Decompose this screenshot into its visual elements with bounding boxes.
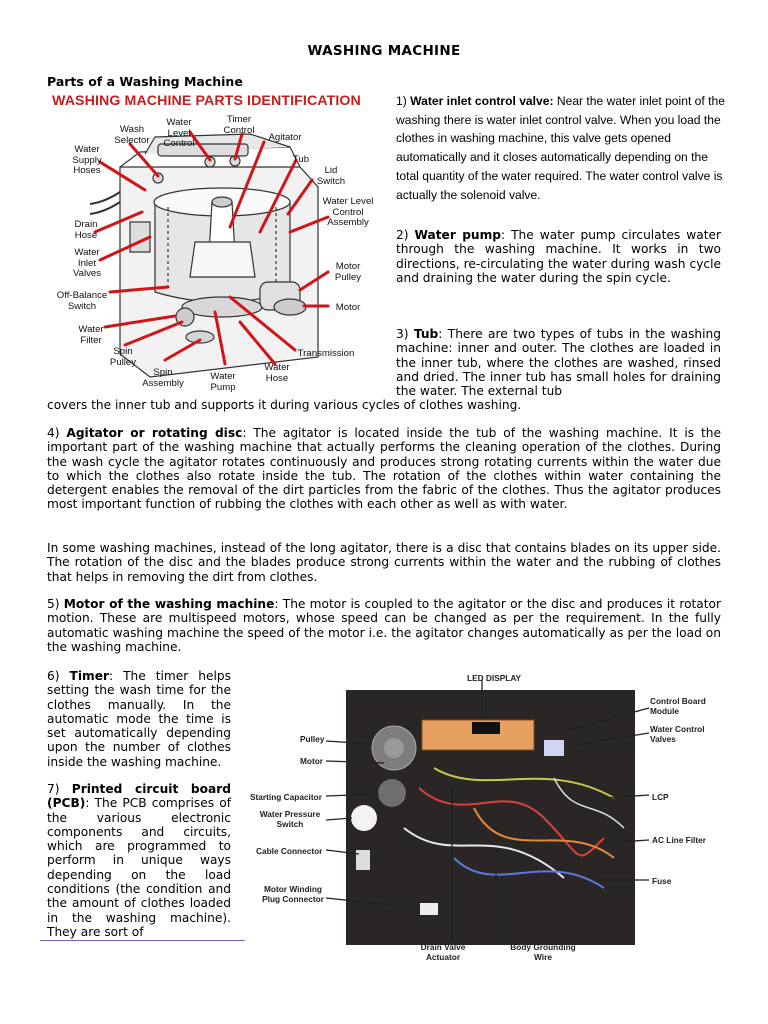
label-lid-switch: Lid Switch <box>316 165 346 187</box>
label-water-control-valves: Water Control Valves <box>650 724 705 744</box>
label-ac-line-filter: AC Line Filter <box>652 835 706 845</box>
section-water-inlet-valve: 1) Water inlet control valve: Near the water inlet point of the washing there is water inlet control valve. When you load the clothes in washing machine, this valve gets opened automatically and it closes automatically depending on the total quantity of the water required. The water control valve is actually the solenoid valve. <box>396 94 725 202</box>
label-water-filter: Water Filter <box>78 324 104 346</box>
section-rotating-disc: In some washing machines, instead of the long agitator, there is a disc that contains blades on its upper side. The rotation of the disc and the blades produce strong currents within the water and the rubbing of clothes that helps in removing the dirt from clothes. <box>47 541 721 584</box>
label-control-board-module: Control Board Module <box>650 696 706 716</box>
section-water-pump: 2) Water pump: The water pump circulates water through the washing machine. It works in two directions, re-circulating the water during wash cycle and draining the water during the spin cycle. <box>396 228 721 285</box>
section-tub-continued: covers the inner tub and supports it during various cycles of clothes washing. <box>47 398 522 412</box>
diagram-title: WASHING MACHINE PARTS IDENTIFICATION <box>52 93 361 109</box>
label-lcp: LCP <box>652 792 669 802</box>
label-water-pump: Water Pump <box>210 371 236 393</box>
section-timer: 6) Timer: The timer helps setting the wash time for the clothes manually. In the automatic mode the time is set automatically depending upon the number of clothes inside the washing machine. <box>47 669 231 769</box>
label-water-level-control: Water Level Control <box>163 117 195 149</box>
label-cable-connector: Cable Connector <box>256 846 323 856</box>
label-water-pressure-switch: Water Pressure Switch <box>259 809 321 829</box>
label-spin-pulley: Spin Pulley <box>109 346 137 368</box>
label-motor: Motor <box>335 302 361 313</box>
label-transmission: Transmission <box>297 348 355 359</box>
label-led-display: LED DISPLAY <box>467 673 522 683</box>
label-fuse: Fuse <box>652 876 672 886</box>
label-agitator: Agitator <box>268 132 302 143</box>
label-starting-capacitor: Starting Capacitor <box>250 792 322 802</box>
section-pcb: 7) Printed circuit board (PCB): The PCB comprises of the various electronic components and circuits, which are programmed to perform in unique ways depending on the load conditions (the condition and the amount of clothes loaded in the washing machine). They are sort of <box>47 782 231 939</box>
label-water-supply-hoses: Water Supply Hoses <box>72 144 102 176</box>
label-water-inlet-valves: Water Inlet Valves <box>72 247 102 279</box>
label-water-level-control-assembly: Water Level Control Assembly <box>322 196 374 228</box>
label-motor-winding-plug-connector: Motor Winding Plug Connector <box>262 884 324 904</box>
section-tub: 3) Tub: There are two types of tubs in the washing machine: inner and outer. The clothes are loaded in the inner tub, where the clothes are washed, rinsed and dried. The inner tub has small holes for draining the water. The external tub <box>396 327 721 399</box>
label-drain-hose: Drain Hose <box>74 219 98 241</box>
label-spin-assembly: Spin Assembly <box>142 367 184 389</box>
section-motor: 5) Motor of the washing machine: The motor is coupled to the agitator or the disc and produces it rotator motion. These are multispeed motors, whose speed can be changed as per the requirement. In the fully automatic washing machine the speed of the motor i.e. the agitator changes automatically as per the load on the washing machine. <box>47 597 722 654</box>
page-title: WASHING MACHINE <box>307 43 461 59</box>
label-timer-control: Timer Control <box>223 114 255 136</box>
label-motor-photo: Motor <box>300 756 324 766</box>
label-off-balance-switch: Off-Balance Switch <box>56 290 108 312</box>
label-pulley: Pulley <box>300 734 325 744</box>
section-agitator: 4) Agitator or rotating disc: The agitator is located inside the tub of the washing machine. It is the important part of the washing machine that actually performs the cleaning operation of the clothes. During the wash cycle the agitator rotates continuously and produces strong rotating currents within the water due to which the clothes also rotate inside the tub. The rotation of the clothes within water containing the detergent enables the removal of the dirt particles from the fabric of the clothes. Thus the agitator produces most important function of rubbing the clothes with each other as well as with water. <box>47 426 721 512</box>
label-water-hose: Water Hose <box>264 362 290 384</box>
label-motor-pulley: Motor Pulley <box>334 261 362 283</box>
label-wash-selector: Wash Selector <box>114 124 150 146</box>
label-tub: Tub <box>292 154 310 165</box>
label-drain-valve-actuator: Drain Valve Actuator <box>420 942 466 962</box>
section-subheading: Parts of a Washing Machine <box>47 74 243 89</box>
label-body-grounding-wire: Body Grounding Wire <box>510 942 576 962</box>
divider-line <box>40 940 245 941</box>
